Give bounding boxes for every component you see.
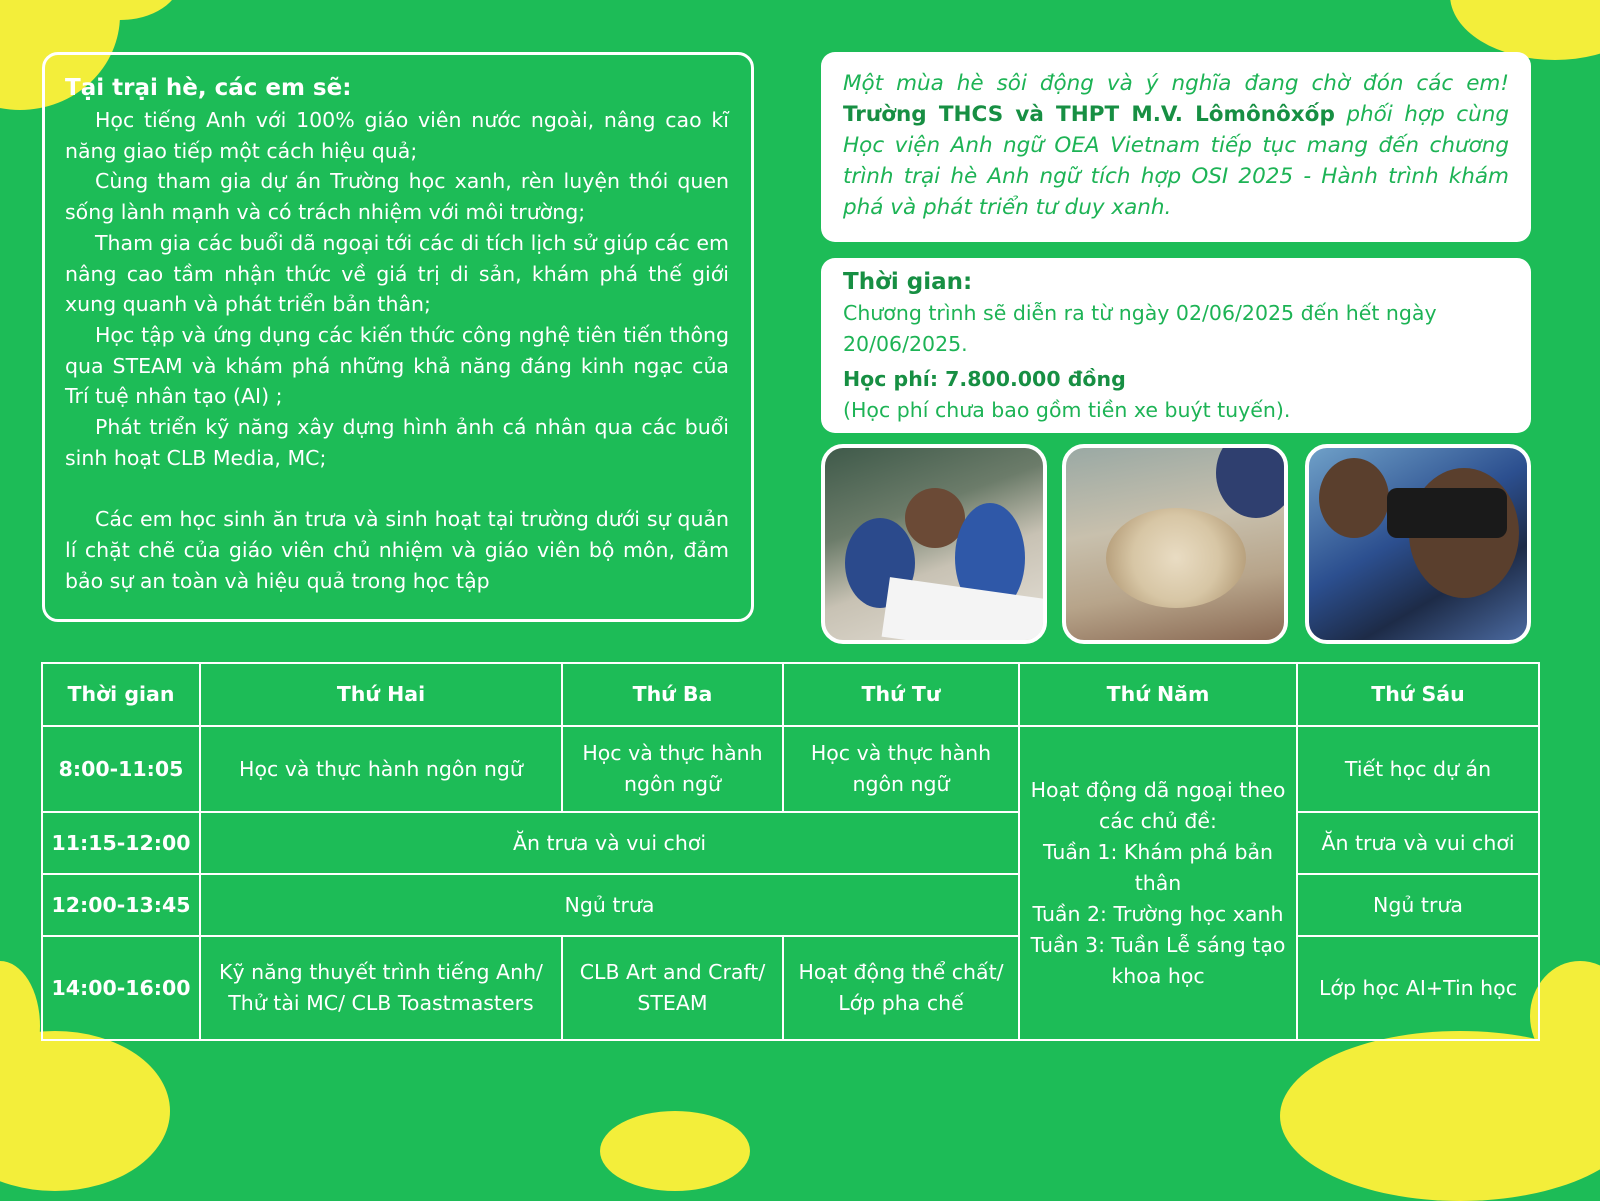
school-name: Trường THCS và THPT M.V. Lômônôxốp [843, 102, 1335, 127]
thursday-line: Tuần 3: Tuần Lễ sáng tạo khoa học [1030, 932, 1286, 988]
time-box [821, 258, 1531, 433]
cell-friday-lunch: Ăn trưa và vui chơi [1297, 812, 1539, 874]
table-row [42, 726, 1539, 812]
cell-thursday-field-trip [1019, 726, 1297, 1040]
decor-blob-bottom-center [600, 1111, 750, 1191]
slot-time: 8:00-11:05 [42, 726, 200, 812]
intro-paragraph: Cùng tham gia dự án Trường học xanh, rèn luyện thói quen sống lành mạnh và có trách nhiệm với môi trường; [65, 169, 729, 225]
cell-tuesday-afternoon: CLB Art and Craft/ STEAM [562, 936, 783, 1040]
cell-friday-afternoon: Lớp học AI+Tin học [1297, 936, 1539, 1040]
intro-spacer [65, 473, 729, 504]
cell-friday-nap: Ngủ trưa [1297, 874, 1539, 936]
header-monday: Thứ Hai [200, 663, 562, 726]
promo-text-1: Một mùa hè sôi động và ý nghĩa đang chờ đón các em! [843, 71, 1509, 96]
table-row [42, 936, 1539, 1040]
cell-wednesday-afternoon: Hoạt động thể chất/ Lớp pha chế [783, 936, 1019, 1040]
intro-paragraph: Tham gia các buổi dã ngoại tới các di tích lịch sử giúp các em nâng cao tầm nhận thức về giá trị di sản, khám phá thế giới xung quanh và phát triển bản thân; [65, 230, 729, 317]
cell-nap: Ngủ trưa [200, 874, 1019, 936]
thursday-line: Tuần 2: Trường học xanh [1032, 901, 1284, 926]
time-title: Thời gian: [843, 269, 973, 295]
slot-time: 11:15-12:00 [42, 812, 200, 874]
intro-paragraph: Học tiếng Anh với 100% giáo viên nước ngoài, nâng cao kĩ năng giao tiếp một cách hiệu quả; [65, 108, 729, 163]
intro-title: Tại trại hè, các em sẽ: [65, 75, 352, 101]
slot-time: 12:00-13:45 [42, 874, 200, 936]
cell-tuesday-morning: Học và thực hành ngôn ngữ [562, 726, 783, 812]
table-row [42, 874, 1539, 936]
thursday-line: Tuần 1: Khám phá bản thân [1042, 839, 1274, 895]
intro-paragraph: Học tập và ứng dụng các kiến thức công nghệ tiên tiến thông qua STEAM và khám phá những khả năng đáng kinh ngạc của Trí tuệ nhân tạo (AI) ; [65, 322, 729, 409]
header-time: Thời gian [42, 663, 200, 726]
intro-paragraph: Các em học sinh ăn trưa và sinh hoạt tại trường dưới sự quản lí chặt chẽ của giáo viên chủ nhiệm và giáo viên bộ môn, đảm bảo sự an toàn và hiệu quả trong học tập [65, 507, 729, 593]
table-header-row [42, 663, 1539, 726]
intro-paragraph: Phát triển kỹ năng xây dựng hình ảnh cá nhân qua các buổi sinh hoạt CLB Media, MC; [65, 415, 729, 470]
paper-cups-project-photo [1062, 444, 1288, 644]
header-tuesday: Thứ Ba [562, 663, 783, 726]
table-row [42, 812, 1539, 874]
intro-box [42, 52, 754, 622]
cell-monday-afternoon: Kỹ năng thuyết trình tiếng Anh/ Thử tài MC/ CLB Toastmasters [200, 936, 562, 1040]
thursday-line: Hoạt động dã ngoại theo các chủ đề: [1030, 777, 1286, 833]
cell-monday-morning: Học và thực hành ngôn ngữ [200, 726, 562, 812]
promo-box [821, 52, 1531, 242]
cell-friday-morning: Tiết học dự án [1297, 726, 1539, 812]
cell-wednesday-morning: Học và thực hành ngôn ngữ [783, 726, 1019, 812]
cell-lunch: Ăn trưa và vui chơi [200, 812, 1019, 874]
header-thursday: Thứ Năm [1019, 663, 1297, 726]
promo-text-2: phối hợp cùng Học viện Anh ngữ OEA Vietnam tiếp tục mang đến chương trình trại hè Anh ngữ tích hợp OSI 2025 - Hành trình khám phá và phát triển tư duy xanh. [843, 102, 1509, 220]
decor-blob-top-right [1450, 0, 1600, 60]
schedule-table [41, 662, 1540, 1041]
fee-text: Học phí: 7.800.000 đồng [843, 367, 1126, 391]
header-wednesday: Thứ Tư [783, 663, 1019, 726]
vr-headset-student-photo [1305, 444, 1531, 644]
header-friday: Thứ Sáu [1297, 663, 1539, 726]
fee-note: (Học phí chưa bao gồm tiền xe buýt tuyến). [843, 398, 1291, 422]
classroom-students-photo [821, 444, 1047, 644]
slot-time: 14:00-16:00 [42, 936, 200, 1040]
duration-text: Chương trình sẽ diễn ra từ ngày 02/06/2025 đến hết ngày 20/06/2025. [843, 301, 1437, 356]
